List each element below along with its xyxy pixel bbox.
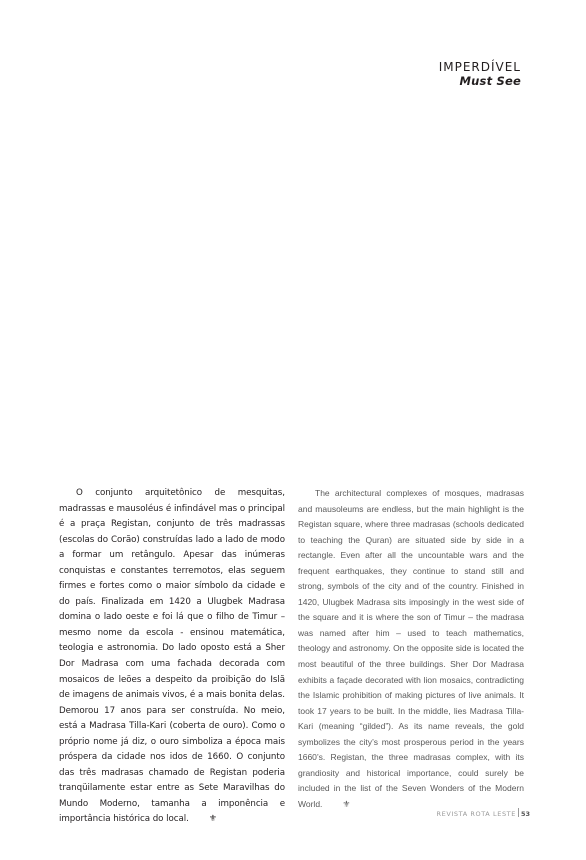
article-column-portuguese xyxy=(59,486,285,828)
section-subtitle: Must See xyxy=(459,74,521,88)
page-footer xyxy=(437,808,530,818)
fleur-de-lis-icon: ⚜ xyxy=(342,798,351,809)
publication-name: REVISTA ROTA LESTE xyxy=(436,810,516,818)
page-number: 53 xyxy=(520,810,530,818)
section-header xyxy=(439,60,521,88)
footer-divider xyxy=(518,808,519,817)
article-column-english xyxy=(298,486,524,812)
article-paragraph-portuguese xyxy=(59,486,285,828)
section-title: IMPERDÍVEL xyxy=(438,60,521,74)
fleur-de-lis-icon: ⚜ xyxy=(208,814,217,825)
article-text-portuguese: O conjunto arquitetônico de mesquitas, madrassas e mausoléus é infindável mas o principal é a praça Registan, conjunto de três madrassas (escolas do Corão) construídas lado a lado de modo a formar um retângulo. Apesar das inúmeras conquistas e constantes terremotos, elas seguem firmes e fortes como o maior símbolo da cidade e do país. Finalizada em 1420 a Ulugbek Madrasa domina o lado oeste e foi lá que o filho de Timur – mesmo nome da escola - ensinou matemática, teologia e astronomia. Do lado oposto está a Sher Dor Madrasa com uma fachada decorada com mosaicos de leões a despeito da proibição do Islã de imagens de animais vivos, é a mais bonita delas. Demorou 17 anos para ser construída. No meio, está a Madrasa Tilla-Kari (coberta de ouro). Como o próprio nome já diz, o ouro simboliza a época mais próspera da cidade nos idos de 1660. O conjunto das três madrasas chamado de Registan poderia tranqüilamente estar entre as Sete Maravilhas do Mundo Moderno, tamanha a imponência e importância histórica do local. xyxy=(59,488,285,825)
article-text-english: The architectural complexes of mosques, madrasas and mausoleums are endless, but the main highlight is the Registan square, where three madrasas (schools dedicated to teaching the Quran) are situated side by side in a rectangle. Even after all the uncountable wars and the frequent earthquakes, they continue to stand still and strong, symbols of the city and of the country. Finished in 1420, Ulugbek Madrasa sits imposingly in the west side of the square and it is where the son of Timur – the madrasa was named after him – used to teach mathematics, theology and astronomy. On the opposite side is located the most beautiful of the three buildings. Sher Dor Madrasa exhibits a façade decorated with lion mosaics, contradicting the Islamic prohibition of making pictures of live animals. It took 17 years to be built. In the middle, lies Madrasa Tilla-Kari (meaning “gilded”). As its name reveals, the gold symbolizes the city’s most prosperous period in the years 1660’s. Registan, the three madrasas complex, with its grandiosity and historical importance, could surely be included in the list of the Seven Wonders of the Modern World. xyxy=(298,488,524,809)
article-paragraph-english xyxy=(298,486,524,812)
